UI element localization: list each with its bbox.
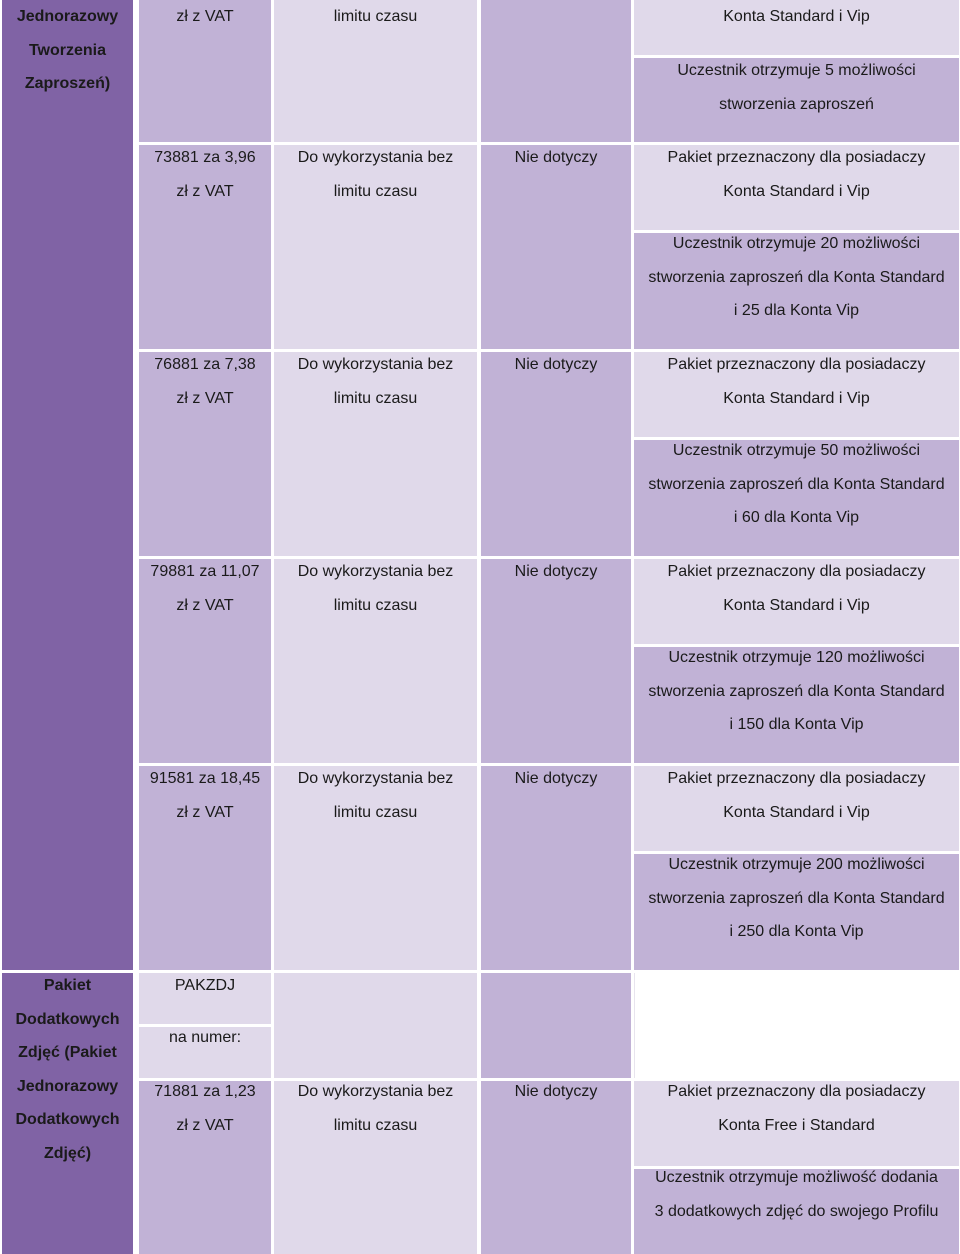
price-cell [139, 766, 271, 970]
limit-text: Nie dotyczy [514, 770, 598, 787]
limit-cell [481, 352, 631, 556]
price-text: 76881 za 7,38 zł z VAT [154, 356, 256, 407]
description-bottom-cell [634, 647, 959, 763]
description-bottom-text: Uczestnik otrzymuje 120 możliwości stworzenia zaproszeń dla Konta Standard i 150 dla Konta Vip [648, 649, 945, 733]
availability-cell [274, 0, 477, 142]
price-text: 73881 za 3,96 zł z VAT [154, 149, 256, 200]
package-name: Jednorazowy Tworzenia Zaproszeń) [16, 8, 119, 92]
description-bottom-text: Uczestnik otrzymuje 200 możliwości stworzenia zaproszeń dla Konta Standard i 250 dla Konta Vip [648, 856, 945, 940]
description-top-text: Pakiet przeznaczony dla posiadaczy Konta Free i Standard [667, 1083, 926, 1134]
description-bottom-text: Uczestnik otrzymuje 5 możliwości stworzenia zaproszeń [677, 62, 916, 113]
description-bottom-text: Uczestnik otrzymuje 50 możliwości stworzenia zaproszeń dla Konta Standard i 60 dla Konta Vip [648, 442, 945, 526]
limit-text: Nie dotyczy [514, 356, 598, 373]
description-bottom-cell [634, 233, 959, 349]
price-cell [139, 559, 271, 763]
limit-cell [481, 145, 631, 349]
price-cell [139, 352, 271, 556]
description-bottom-cell [634, 440, 959, 556]
price-text: 91581 za 18,45 zł z VAT [149, 770, 261, 821]
availability-text: Do wykorzystania bez limitu czasu [297, 563, 454, 614]
availability-empty-cell [274, 973, 477, 1078]
description-top-cell [634, 352, 959, 437]
availability-cell [274, 352, 477, 556]
description-top-cell [634, 145, 959, 230]
description-bottom-text: Uczestnik otrzymuje 20 możliwości stworzenia zaproszeń dla Konta Standard i 25 dla Konta Vip [648, 235, 945, 319]
price-cell [139, 0, 271, 142]
limit-text: Nie dotyczy [514, 563, 598, 580]
price-text: 71881 za 1,23 zł z VAT [154, 1083, 256, 1134]
limit-text: Nie dotyczy [514, 149, 598, 166]
availability-cell [274, 766, 477, 970]
price-text: 79881 za 11,07 zł z VAT [150, 563, 260, 614]
description-top-text: Pakiet przeznaczony dla posiadaczy Konta Standard i Vip [667, 770, 926, 821]
package-code-cell [139, 973, 271, 1024]
price-cell [139, 145, 271, 349]
package-name: Pakiet Dodatkowych Zdjęć (Pakiet Jednorazowy Dodatkowych Zdjęć) [15, 977, 120, 1162]
description-top-cell [634, 559, 959, 644]
description-top-cell [634, 1081, 959, 1166]
limit-empty-cell [481, 973, 631, 1078]
limit-cell [481, 559, 631, 763]
limit-text: Nie dotyczy [514, 1083, 598, 1100]
availability-text: Do wykorzystania bez limitu czasu [297, 149, 454, 200]
description-bottom-text: Uczestnik otrzymuje możliwość dodania 3 dodatkowych zdjęć do swojego Profilu [654, 1169, 939, 1220]
description-top-text: Pakiet przeznaczony dla posiadaczy Konta Standard i Vip [667, 563, 926, 614]
availability-cell [274, 145, 477, 349]
number-label-cell [139, 1027, 271, 1078]
availability-text: Do wykorzystania bez limitu czasu [297, 1083, 454, 1134]
number-label: na numer: [168, 1029, 242, 1046]
description-bottom-cell [634, 58, 959, 142]
package-code: PAKZDJ [174, 977, 236, 994]
description-top-cell [634, 0, 959, 55]
availability-text: Do wykorzystania bez limitu czasu [297, 770, 454, 821]
description-top-text: Pakiet przeznaczony dla posiadaczy Konta Standard i Vip [667, 149, 926, 200]
description-top-text: Konta Standard i Vip [723, 8, 870, 25]
description-top-cell [634, 766, 959, 851]
price-cell [139, 1081, 271, 1254]
package-name-cell [2, 973, 133, 1254]
availability-text: Do wykorzystania bez limitu czasu [297, 356, 454, 407]
price-text: zł z VAT [176, 8, 234, 25]
description-top-text: Pakiet przeznaczony dla posiadaczy Konta Standard i Vip [667, 356, 926, 407]
limit-cell [481, 766, 631, 970]
description-bottom-cell [634, 854, 959, 970]
package-name-cell [2, 0, 133, 970]
limit-cell [481, 0, 631, 142]
limit-cell [481, 1081, 631, 1254]
availability-cell [274, 559, 477, 763]
description-bottom-cell [634, 1169, 959, 1254]
availability-cell [274, 1081, 477, 1254]
description-empty-cell [634, 973, 959, 1078]
availability-text: limitu czasu [333, 8, 418, 25]
